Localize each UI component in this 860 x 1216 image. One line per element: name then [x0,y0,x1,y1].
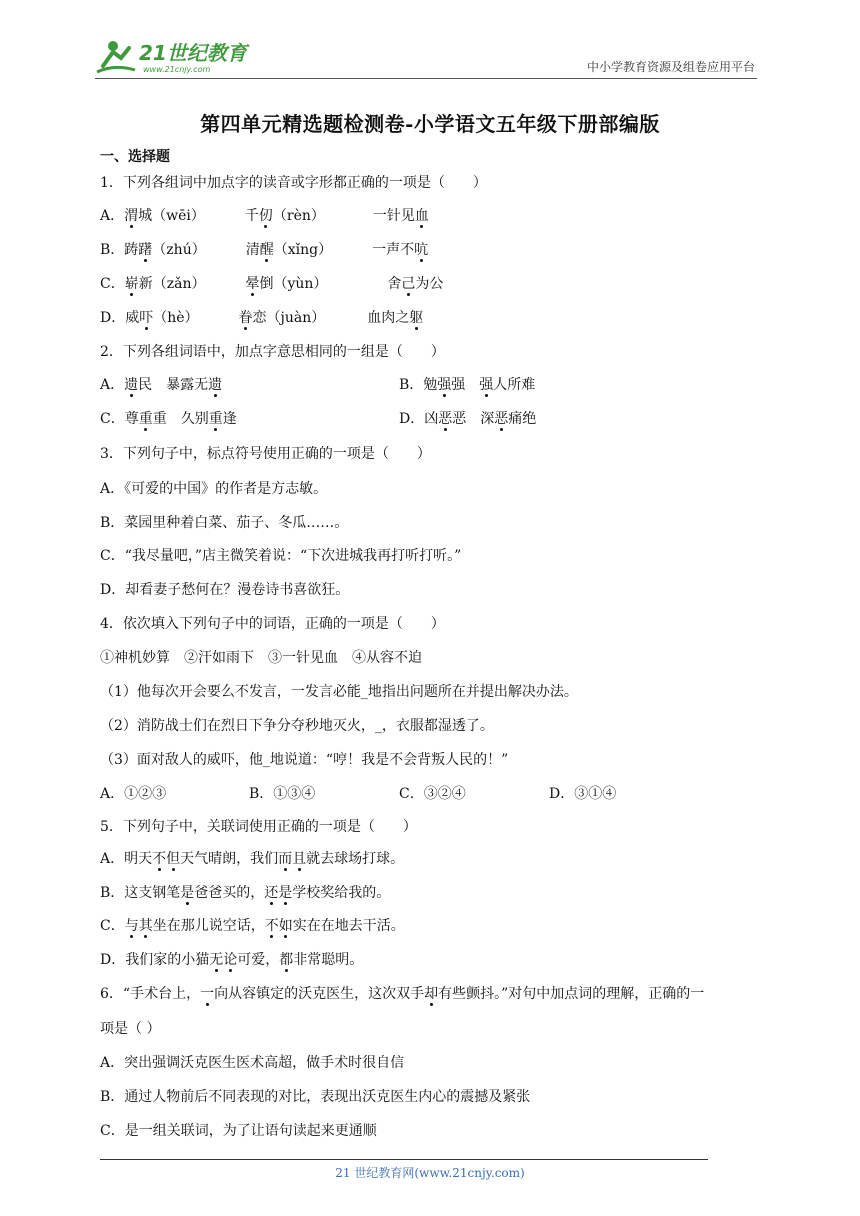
q2-stem: 2．下列各组词语中，加点字意思相同的一组是（ ） [100,344,445,360]
option-text: A．明天 [100,851,153,867]
dotted-char: 仞 [258,208,273,224]
q5-option-a[interactable] [100,849,404,869]
option-text: 强 [451,377,480,393]
q2-option-a[interactable] [100,375,222,395]
dotted-char: 不 [152,851,167,867]
svg-text:21世纪教育: 21世纪教育 [139,41,247,65]
option-text: 为公 [415,276,444,292]
dotted-char: 血 [414,208,429,224]
q4-option-b[interactable]: B．①③④ [249,786,316,802]
dotted-char: 躯 [409,310,424,326]
option-text: 清 [245,242,260,258]
q4-word-list: ①神机妙算 ②汗如雨下 ③一针见血 ④从容不迫 [100,650,422,666]
q1-stem: 1．下列各组词中加点字的读音或字形都正确的一项是（ ） [100,175,487,191]
option-text: 人所难 [493,377,536,393]
option-text: 民 暴露无 [138,377,209,393]
dotted-char: 晕 [245,276,260,292]
option-text: 倒（yùn） [259,276,328,292]
dotted-char: 一 [200,986,215,1002]
q4-option-d[interactable]: D．③①④ [549,786,617,802]
stem-text: 6．“手术台上， [100,986,201,1002]
dotted-char: 都 [279,952,294,968]
q3-option-c[interactable]: C．“我尽量吧，”店主微笑着说：“下次进城我再打听打听。” [100,548,462,564]
q4-sentence-1: （1）他每次开会要么不发言，一发言必能_地指出问题所在并提出解决办法。 [100,684,578,700]
dotted-char: 崭 [124,276,139,292]
option-letter: C． [100,276,125,292]
q1-option-a[interactable] [100,206,429,226]
footer-divider [100,1159,708,1160]
q3-stem: 3．下列句子中，标点符号使用正确的一项是（ ） [100,446,431,462]
q5-stem: 5．下列句子中，关联词使用正确的一项是（ ） [100,819,417,835]
option-text: 非常聪明。 [293,952,364,968]
section-heading: 一、选择题 [100,149,170,165]
option-text: 城（wēi） [138,208,205,224]
option-text: 逢 [222,411,237,427]
option-text: B．这支钢笔 [100,885,181,901]
q5-option-b[interactable] [100,883,390,903]
option-letter: C． [100,411,125,427]
option-text: 尊 [124,411,139,427]
site-name: 中小学教育资源及组卷应用平台 [586,60,755,74]
q6-option-a[interactable]: A．突出强调沃克医生医术高超，做手术时很自信 [100,1055,405,1071]
q4-sentence-3: （3）面对敌人的威吓，他_地说道：“哼！我是不会背叛人民的！” [100,752,509,768]
q5-option-c[interactable] [100,916,405,936]
option-letter: A． [100,208,125,224]
dotted-char: 不 [264,918,279,934]
q1-option-d[interactable] [100,308,423,328]
q4-sentence-2: （2）消防战士们在烈日下争分夺秒地灭火，_，衣服都湿透了。 [100,718,494,734]
dotted-char: 是 [180,885,195,901]
option-text: 千 [244,208,259,224]
option-letter: B． [100,242,125,258]
q4-option-c[interactable]: C．③②④ [399,786,466,802]
option-letter: D． [100,310,126,326]
option-text: 重 久别 [152,411,209,427]
option-text: 一声不 [372,242,415,258]
dotted-char: 强 [479,377,494,393]
q6-option-c[interactable]: C．是一组关联词，为了让语句读起来更通顺 [100,1123,377,1139]
option-text: D．我们家的小猫 [100,952,210,968]
q3-option-b[interactable]: B．菜园里种着白菜、茄子、冬瓜……。 [100,515,349,531]
option-text: （xǐng） [273,242,333,258]
option-letter: B． [399,377,424,393]
option-text: 恶 深 [452,411,495,427]
option-text: 天气晴朗，我们 [180,851,279,867]
q3-option-d[interactable]: D．却看妻子愁何在？漫卷诗书喜欲狂。 [100,582,350,598]
dotted-char: 渭 [124,208,139,224]
option-letter: A． [100,377,125,393]
dotted-char: 己 [401,276,416,292]
dotted-char: 强 [437,377,452,393]
option-text: 威 [125,310,140,326]
q2-option-c[interactable] [100,409,237,429]
q5-option-d[interactable] [100,950,363,970]
dotted-char: 其 [138,918,153,934]
option-text: 恋（juàn） [252,310,326,326]
option-text: （rèn） [272,208,325,224]
dotted-word: 踌躇 [124,242,153,258]
dotted-char: 醒 [259,242,274,258]
page-header [95,36,757,79]
option-text: 凶 [424,411,439,427]
option-text: 舍 [387,276,402,292]
q4-option-a[interactable]: A．①②③ [100,786,167,802]
q6-stem-cont: 项是（ ） [100,1021,161,1037]
option-letter: C． [100,918,125,934]
option-letter: D． [399,411,425,427]
q1-option-c[interactable] [100,274,443,294]
dotted-char: 论 [223,952,238,968]
dotted-char: 恶 [438,411,453,427]
stem-text: 向从容镇定的沃克医生，这次双手 [214,986,425,1002]
option-text: 血肉之 [367,310,410,326]
dotted-char: 且 [292,851,307,867]
page-title: 第四单元精选题检测卷-小学语文五年级下册部编版 [200,112,660,136]
dotted-char: 吓 [139,310,154,326]
q1-option-b[interactable] [100,240,428,260]
option-text: 勉 [423,377,438,393]
option-text: 痛绝 [508,411,537,427]
option-text: 就去球场打球。 [306,851,405,867]
option-text: 实在在地去干活。 [292,918,405,934]
dotted-char: 遗 [208,377,223,393]
q6-option-b[interactable]: B．通过人物前后不同表现的对比，表现出沃克医生内心的震撼及紧张 [100,1089,531,1105]
footer-text[interactable]: 21 世纪教育网(www.21cnjy.com) [335,1166,525,1180]
option-text: 爸爸买的， [194,885,265,901]
dotted-char: 眷 [238,310,253,326]
q3-option-a[interactable]: A．《可爱的中国》的作者是方志敏。 [100,481,328,497]
q2-option-d[interactable] [399,409,536,429]
dotted-char: 而 [278,851,293,867]
dotted-char: 还 [264,885,279,901]
logo-21cnjy [95,36,265,76]
option-text: 可爱， [237,952,280,968]
stem-text: 有些颤抖。”对句中加点词的理解，正确的一 [438,986,705,1002]
dotted-char: 是 [278,885,293,901]
dotted-char: 与 [124,918,139,934]
q2-option-b[interactable] [399,375,535,395]
dotted-char: 恶 [494,411,509,427]
q4-stem: 4．依次填入下列句子中的词语，正确的一项是（ ） [100,616,445,632]
option-text: （hè） [153,310,199,326]
option-text: 坐在那儿说空话， [152,918,265,934]
dotted-char: 但 [166,851,181,867]
option-text: （zhú） [152,242,206,258]
svg-text:www.21cnjy.com: www.21cnjy.com [143,65,211,74]
option-text: 新（zǎn） [138,276,206,292]
option-text: 一针见 [372,208,415,224]
dotted-char: 却 [424,986,439,1002]
q6-stem [100,984,704,1004]
dotted-char: 重 [208,411,223,427]
dotted-char: 重 [138,411,153,427]
dotted-char: 无 [209,952,224,968]
dotted-char: 吭 [414,242,429,258]
dotted-char: 遗 [124,377,139,393]
dotted-char: 如 [278,918,293,934]
option-text: 学校奖给我的。 [292,885,391,901]
